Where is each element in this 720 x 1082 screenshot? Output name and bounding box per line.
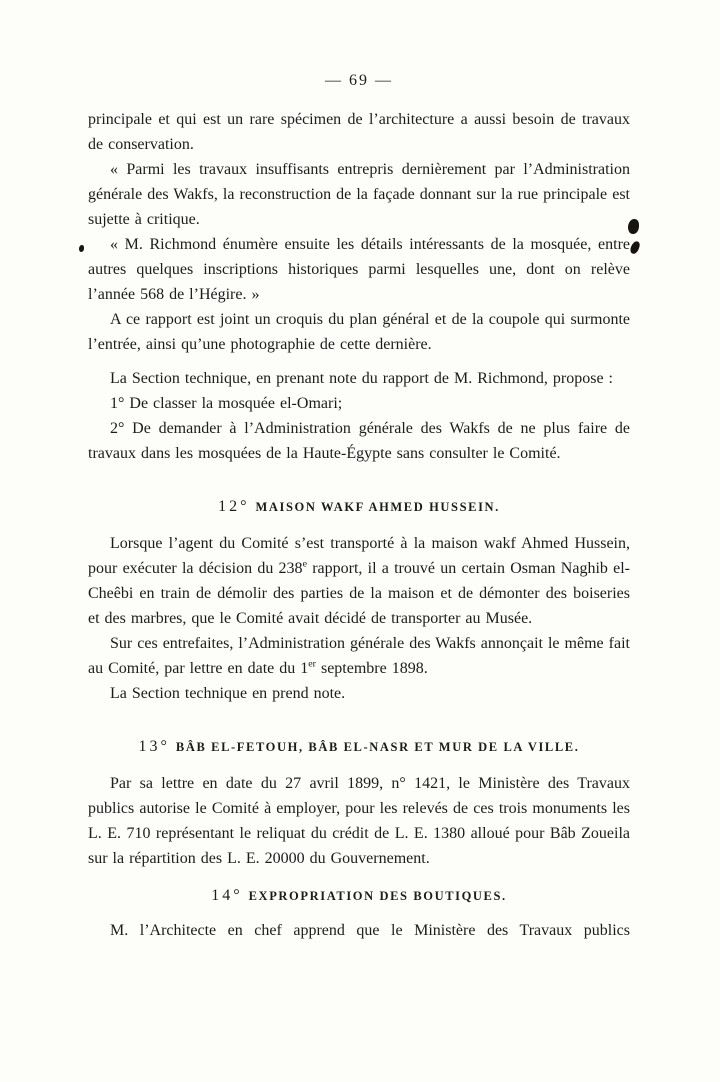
text-segment: septembre 1898. — [315, 660, 428, 677]
page-number: — 69 — — [325, 72, 393, 89]
paragraph — [88, 631, 630, 681]
paragraph: M. l’Architecte en chef apprend que le Ministère des Travaux publics — [110, 922, 630, 939]
superscript: er — [308, 658, 316, 670]
section-heading — [88, 731, 630, 758]
paragraph: La Section technique, en prenant note du rapport de M. Richmond, propose : — [110, 370, 613, 387]
section-number: 14° — [211, 887, 243, 904]
section-title: BÂB EL-FETOUH, BÂB EL-NASR ET MUR DE LA VILLE. — [175, 740, 580, 754]
section-title: MAISON WAKF AHMED HUSSEIN. — [255, 500, 500, 514]
ink-smudge — [628, 219, 639, 234]
paragraph: « Parmi les travaux insuffisants entrepris dernièrement par l’Administration générale des Wakfs, la reconstruction de la façade donnant sur la rue principale est sujette à critique. — [88, 161, 630, 228]
paragraph: A ce rapport est joint un croquis du plan général et de la coupole qui surmonte l’entrée, ainsi qu’une photographie de cette dernière. — [88, 311, 630, 353]
paragraph: Par sa lettre en date du 27 avril 1899, n° 1421, le Ministère des Travaux publics autorise le Comité à employer, pour les relevés de ces trois monuments les L. E. 710 représentant le reliquat du crédit de L. E. 1380 alloué pour Bâb Zoueila sur la répartition des L. E. 20000 du Gouvernement. — [88, 775, 630, 867]
text-segment: Sur ces entrefaites, l’Administration générale des Wakfs annonçait le même fait au Comité, par lettre en date du 1 — [88, 635, 630, 677]
superscript: e — [302, 558, 307, 570]
paragraph: « M. Richmond énumère ensuite les détails intéressants de la mosquée, entre autres quelques inscriptions historiques parmi lesquelles une, dont on relève l’année 568 de l’Hégire. » — [88, 236, 630, 303]
section-heading — [88, 491, 630, 518]
ink-smudge — [79, 245, 84, 252]
section-number: 13° — [138, 738, 170, 755]
section-title: EXPROPRIATION DES BOUTIQUES. — [248, 889, 507, 903]
text-segment: rapport, il a trouvé un certain Osman Naghib el-Cheêbi en train de démolir des parties de la maison et de démonter des boiseries et des marbres, que le Comité avait décidé de transporter au Musée. — [88, 560, 630, 627]
numbered-item: 2° De demander à l’Administration générale des Wakfs de ne plus faire de travaux dans les mosquées de la Haute-Égypte sans consulter le Comité. — [88, 420, 630, 462]
text-segment: Lorsque l’agent du Comité s’est transporté à la maison wakf Ahmed Hussein, pour exécuter la décision du 238 — [88, 535, 630, 577]
section-number: 12° — [218, 498, 250, 515]
paragraph — [88, 531, 630, 631]
paragraph: principale et qui est un rare spécimen de l’architecture a aussi besoin de travaux de conservation. — [88, 111, 630, 153]
numbered-item: 1° De classer la mosquée el-Omari; — [110, 395, 343, 412]
paragraph: La Section technique en prend note. — [110, 685, 346, 702]
ink-smudge — [629, 240, 641, 255]
section-heading — [88, 880, 630, 907]
